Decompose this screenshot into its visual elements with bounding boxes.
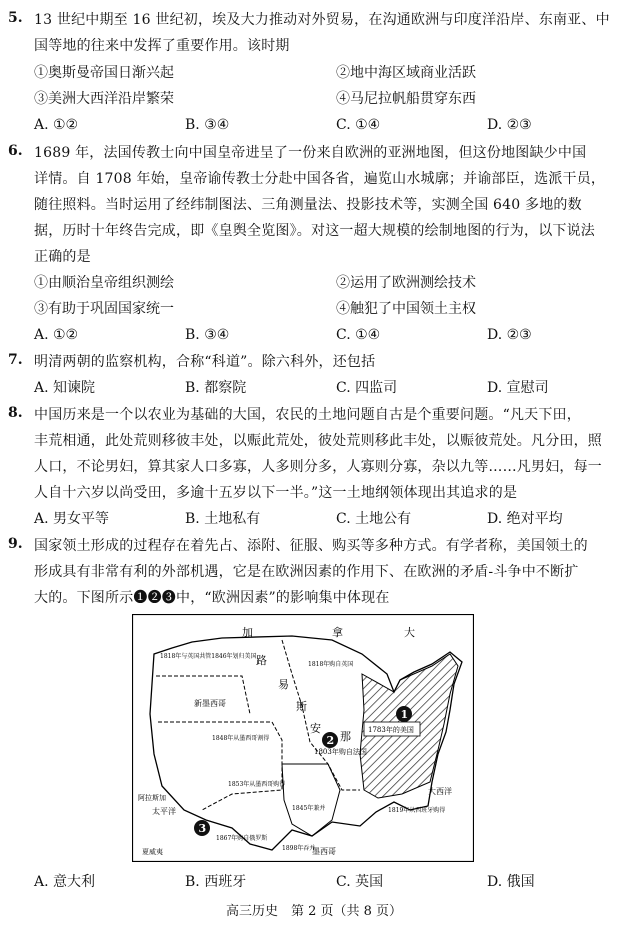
q6-option-a[interactable]: A. ①② xyxy=(34,327,79,343)
label-pacific: 太平洋 xyxy=(152,807,176,816)
label-louis-4: 安 xyxy=(310,722,321,735)
q6-line-2: 详情。自 1708 年始，皇帝谕传教士分赴中国各省，遍览山水城廓；并谕部臣，选派干员， xyxy=(34,171,606,187)
q8-line-2: 丰荒相通，此处荒则移彼丰处，以赈此荒处，彼处荒则移此丰处，以赈彼荒处。凡分田，照 xyxy=(34,433,602,449)
label-1818: 1818年购自英国 xyxy=(308,661,354,668)
q8-number: 8. xyxy=(8,405,23,421)
label-oregon: 1818年与英国共管1846年划归美国 xyxy=(160,653,257,660)
label-1848: 1848年从墨西哥割得 xyxy=(212,735,270,742)
label-1783: 1783年的美国 xyxy=(368,726,414,734)
q8-line-4: 人自十六岁以尚受田，多逾十五岁以下一半。”这一土地纲领体现出其追求的是 xyxy=(34,485,518,501)
q9-option-d[interactable]: D. 俄国 xyxy=(487,874,535,890)
page-footer: 高三历史 第 2 页（共 8 页） xyxy=(225,904,403,919)
q8-option-c[interactable]: C. 土地公有 xyxy=(336,511,412,527)
label-canada-1: 加 xyxy=(242,626,253,639)
q6-line-3: 随往照料。当时运用了经纬制图法、三角测量法、投影技术等，实测全国 640 多地的数 xyxy=(34,197,582,213)
q5-option-a[interactable]: A. ①② xyxy=(34,117,79,133)
q5-item-2: ②地中海区域商业活跃 xyxy=(336,65,476,81)
label-1867: 1867年购自俄罗斯 xyxy=(216,835,268,842)
q7-number: 7. xyxy=(8,352,23,368)
q9-line-1: 国家领土形成的过程存在着先占、添附、征服、购买等多种方式。有学者称，美国领土的 xyxy=(34,538,588,554)
q5-option-b[interactable]: B. ③④ xyxy=(185,117,230,133)
marker-2: 2 xyxy=(326,734,335,747)
label-louis-1: 路 xyxy=(256,654,267,667)
q8-line-3: 人口，不论男妇，算其家人口多寡，人多则分多，人寡则分寡，杂以九等……凡男妇，每一 xyxy=(34,459,602,475)
q8-option-d[interactable]: D. 绝对平均 xyxy=(487,511,563,527)
q6-item-3: ③有助于巩固国家统一 xyxy=(34,301,174,317)
label-louis-5: 那 xyxy=(340,730,351,743)
label-1845: 1845年兼并 xyxy=(292,805,326,812)
q9-option-c[interactable]: C. 英国 xyxy=(336,874,384,890)
q8-option-b[interactable]: B. 土地私有 xyxy=(185,511,261,527)
q5-line-2: 国等地的往来中发挥了重要作用。该时期 xyxy=(34,38,290,54)
q5-line-1: 13 世纪中期至 16 世纪初，埃及大力推动对外贸易，在沟通欧洲与印度洋沿岸、东南亚、中 xyxy=(34,12,610,28)
label-hawaii: 夏威夷 xyxy=(142,848,163,856)
marker-3: 3 xyxy=(198,822,207,835)
q5-item-4: ④马尼拉帆船贯穿东西 xyxy=(336,91,476,107)
q7-option-a[interactable]: A. 知谏院 xyxy=(34,380,96,396)
q5-option-c[interactable]: C. ①④ xyxy=(336,117,381,133)
q6-option-b[interactable]: B. ③④ xyxy=(185,327,230,343)
q9-line-3: 大的。下图所示❶❷❸中，“欧洲因素”的影响集中体现在 xyxy=(34,590,390,606)
label-canada-3: 大 xyxy=(404,626,415,639)
q6-item-1: ①由顺治皇帝组织测绘 xyxy=(34,275,174,291)
q6-line-1: 1689 年，法国传教士向中国皇帝进呈了一份来自欧洲的亚洲地图，但这份地图缺少中国 xyxy=(34,145,587,161)
q9-option-b[interactable]: B. 西班牙 xyxy=(185,874,247,890)
label-florida: 1819年从西班牙购得 xyxy=(388,807,446,814)
q6-line-4: 据，历时十年终告完成，即《皇舆全览图》。对这一超大规模的绘制地图的行为，以下说法 xyxy=(34,223,595,239)
q9-line-2: 形成具有非常有利的外部机遇，它是在欧洲因素的作用下、在欧洲的矛盾-斗争中不断扩 xyxy=(34,564,579,580)
q8-line-1: 中国历来是一个以农业为基础的大国，农民的土地问题自古是个重要问题。“凡天下田， xyxy=(34,407,581,423)
label-mexico: 墨西哥 xyxy=(312,847,336,856)
q9-number: 9. xyxy=(8,536,23,552)
us-territory-map xyxy=(132,614,474,862)
q5-number: 5. xyxy=(8,10,23,26)
label-1803: 1803年购自法国 xyxy=(314,748,367,756)
q9-option-a[interactable]: A. 意大利 xyxy=(34,874,96,890)
q5-option-d[interactable]: D. ②③ xyxy=(487,117,532,133)
q6-item-2: ②运用了欧洲测绘技术 xyxy=(336,275,476,291)
label-louis-2: 易 xyxy=(278,678,289,691)
q6-line-5: 正确的是 xyxy=(34,249,91,265)
q7-option-c[interactable]: C. 四监司 xyxy=(336,380,398,396)
marker-1: 1 xyxy=(400,708,409,721)
q7-option-d[interactable]: D. 宣慰司 xyxy=(487,380,549,396)
q7-line-1: 明清两朝的监察机构，合称“科道”。除六科外，还包括 xyxy=(34,354,376,370)
label-louis-3: 斯 xyxy=(296,700,307,713)
q6-item-4: ④触犯了中国领土主权 xyxy=(336,301,476,317)
label-canada-2: 拿 xyxy=(332,626,343,639)
label-1853: 1853年从墨西哥购得 xyxy=(228,781,286,788)
q7-option-b[interactable]: B. 都察院 xyxy=(185,380,247,396)
label-1898: 1898年吞并 xyxy=(282,845,316,852)
q6-option-d[interactable]: D. ②③ xyxy=(487,327,532,343)
q5-item-3: ③美洲大西洋沿岸繁荣 xyxy=(34,91,174,107)
label-new-mexico: 新墨西哥 xyxy=(194,699,226,708)
q6-number: 6. xyxy=(8,143,23,159)
q5-item-1: ①奥斯曼帝国日渐兴起 xyxy=(34,65,174,81)
label-alaska: 阿拉斯加 xyxy=(138,794,166,802)
q8-option-a[interactable]: A. 男女平等 xyxy=(34,511,110,527)
q6-option-c[interactable]: C. ①④ xyxy=(336,327,381,343)
label-atlantic: 大西洋 xyxy=(428,787,452,796)
